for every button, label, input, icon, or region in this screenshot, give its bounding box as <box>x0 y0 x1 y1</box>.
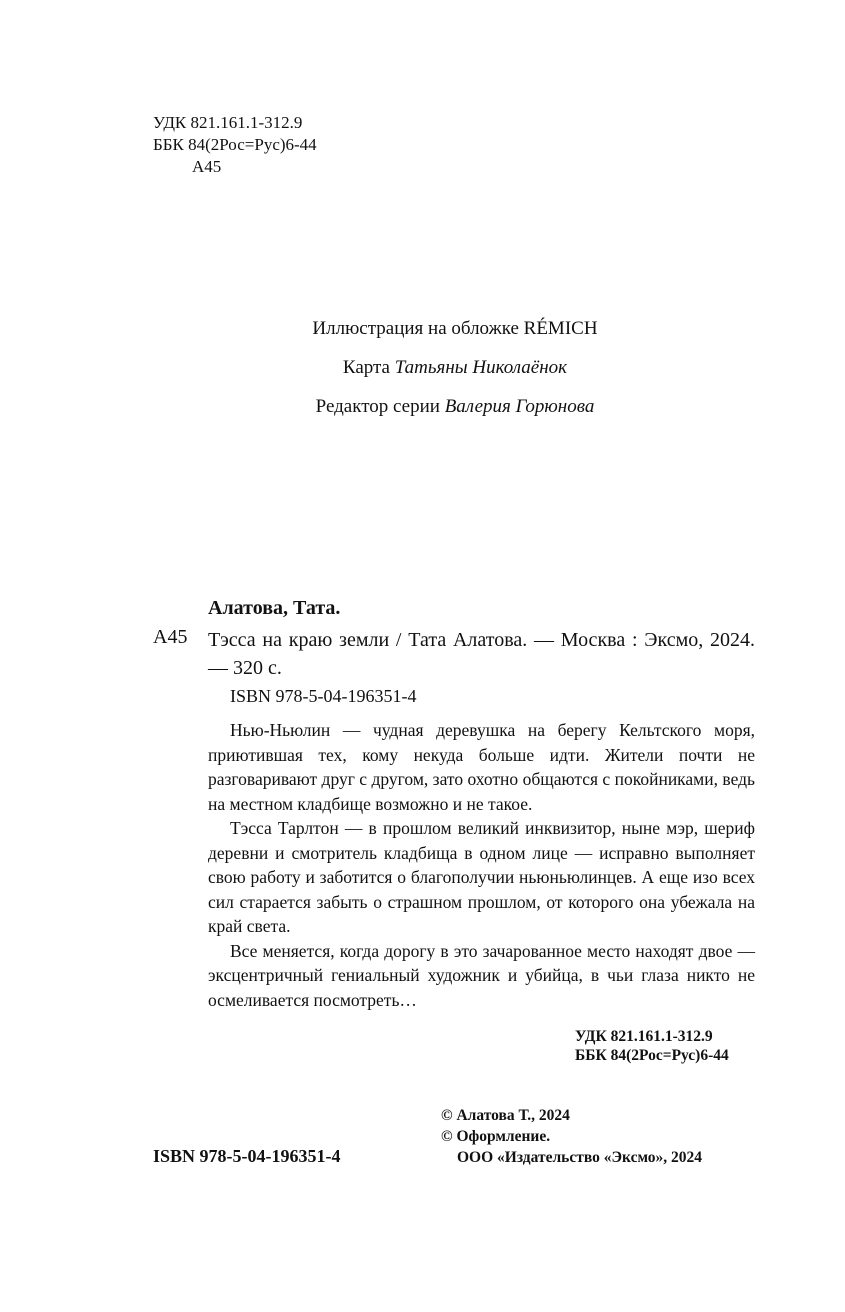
illustration-name: RÉMICH <box>523 318 598 339</box>
footer-isbn: ISBN 978-5-04-196351-4 <box>153 1146 341 1166</box>
author-mark: А45 <box>192 157 222 176</box>
illustration-label: Иллюстрация на обложке <box>312 318 519 339</box>
udk-code: УДК 821.161.1-312.9 <box>153 113 303 132</box>
footer-codes <box>575 1027 729 1065</box>
copyright-publisher: ООО «Издательство «Эксмо», 2024 <box>457 1149 703 1166</box>
editor-name: Валерия Горюнова <box>444 396 595 417</box>
catalog-index: А45 <box>153 626 188 648</box>
bbk-code: ББК 84(2Рос=Рус)6-44 <box>153 135 317 154</box>
catalog-isbn: ISBN 978-5-04-196351-4 <box>230 686 417 706</box>
catalog-author-heading: Алатова, Тата. <box>208 597 341 619</box>
footer-udk: УДК 821.161.1-312.9 <box>575 1028 713 1045</box>
annotation-paragraph: Нью-Ньюлин — чудная деревушка на берегу Кельтского моря, приютившая тех, кому некуда больше идти. Жители почти не разговаривают друг с другом, зато охотно общаются с покойниками, ведь на местном кладбище возможно и не такое. <box>208 720 755 814</box>
credit-editor <box>0 396 845 418</box>
credit-illustration <box>0 318 845 340</box>
credit-map <box>0 357 845 379</box>
copyright-author: © Алатова Т., 2024 <box>441 1107 570 1124</box>
editor-label: Редактор серии <box>315 396 440 417</box>
copyright-block <box>441 1105 702 1168</box>
map-name: Татьяны Николаёнок <box>394 357 568 378</box>
catalog-title-statement: Тэсса на краю земли / Тата Алатова. — Москва : Эксмо, 2024. — 320 с. <box>208 629 755 679</box>
annotation-paragraph: Все меняется, когда дорогу в это зачарованное место находят двое — эксцентричный гениальный художник и убийца, в чьи глаза никто не осмеливается посмотреть… <box>208 940 755 1010</box>
footer-bbk: ББК 84(2Рос=Рус)6-44 <box>575 1047 729 1064</box>
map-label: Карта <box>342 357 390 378</box>
copyright-design: © Оформление. <box>441 1128 551 1145</box>
classification-block <box>153 112 317 178</box>
annotation-paragraph: Тэсса Тарлтон — в прошлом великий инквизитор, ныне мэр, шериф деревни и смотритель кладбища в одном лице — исправно выполняет свою работу и заботится о благополучии ньюньюлинцев. А еще изо всех сил старается забыть о страшном прошлом, от которого она убежала на край света. <box>208 818 755 936</box>
annotation <box>208 718 755 1012</box>
